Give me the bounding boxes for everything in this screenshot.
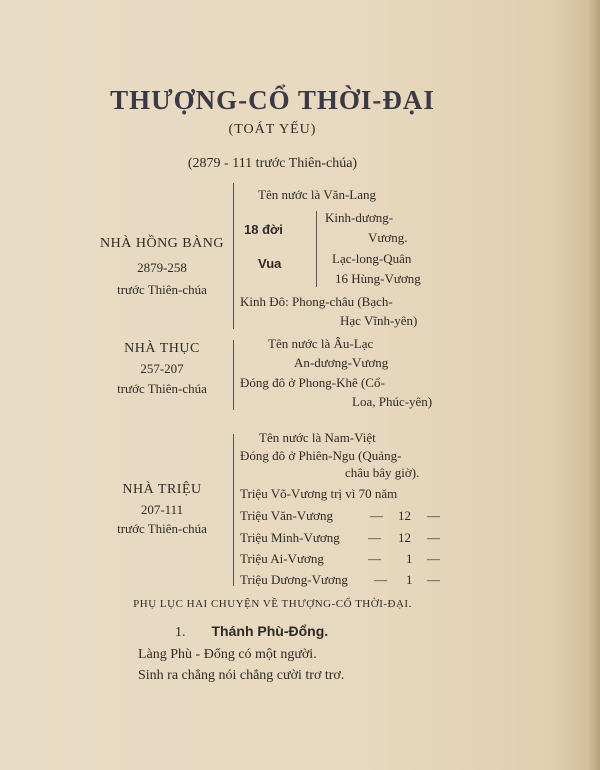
- trieu-capital-line1: Đóng đô ở Phiên-Ngu (Quảng-: [240, 448, 402, 463]
- trieu-ruler-suffix: —: [427, 551, 440, 566]
- poem-line-1: Làng Phù - Đổng có một người.: [138, 647, 317, 662]
- trieu-reign-1: Triệu Võ-Vương trị vì 70 năm: [240, 486, 398, 501]
- hong-bang-country: Tên nước là Văn-Lang: [258, 187, 376, 202]
- thuc-capital-line1: Đóng đô ở Phong-Khê (Cổ-: [240, 375, 385, 390]
- trieu-ruler-name: Triệu Minh-Vương: [240, 530, 340, 545]
- hong-bang-king1-line2: Vương.: [368, 230, 408, 245]
- bracket-line: [233, 434, 234, 586]
- hong-bang-capital-line2: Hạc Vĩnh-yên): [340, 313, 418, 328]
- dynasty-thuc-years: 257-207: [140, 361, 184, 376]
- hong-bang-king2: Lạc-long-Quân: [332, 251, 412, 266]
- hong-bang-king-label: Vua: [258, 256, 282, 271]
- poem-line-2: Sinh ra chẳng nói chẳng cười trơ trơ.: [138, 668, 345, 683]
- page-edge: [586, 0, 600, 770]
- dynasty-hong-bang-note: trước Thiên-chúa: [117, 282, 207, 297]
- story-heading: [175, 623, 328, 641]
- story-number: 1.: [175, 625, 186, 640]
- hong-bang-capital-line1: Kinh Đô: Phong-châu (Bạch-: [240, 294, 393, 309]
- period-range: (2879 - 111 trước Thiên-chúa): [187, 156, 358, 171]
- trieu-capital-line2: châu bây giờ).: [345, 465, 420, 480]
- dynasty-trieu-note: trước Thiên-chúa: [117, 521, 207, 536]
- trieu-ruler-suffix: —: [427, 530, 440, 545]
- trieu-ruler-suffix: —: [427, 572, 440, 587]
- trieu-country: Tên nước là Nam-Việt: [259, 430, 376, 445]
- story-title: Thánh Phù-Đổng.: [211, 623, 329, 639]
- trieu-ruler-name: Triệu Văn-Vương: [240, 508, 334, 523]
- bracket-line: [316, 211, 317, 287]
- page-subtitle: (TOÁT YẾU): [228, 122, 317, 137]
- hong-bang-king1-line1: Kinh-dương-: [325, 210, 394, 225]
- trieu-ruler-years: 1: [406, 551, 413, 566]
- thuc-country: Tên nước là Âu-Lạc: [268, 336, 374, 351]
- hong-bang-king3: 16 Hùng-Vương: [335, 271, 421, 286]
- dynasty-hong-bang-years: 2879-258: [137, 260, 187, 275]
- dynasty-trieu-name: NHÀ TRIỆU: [122, 482, 202, 497]
- trieu-ruler-years: 12: [398, 508, 411, 523]
- bracket-line: [233, 183, 234, 329]
- trieu-ruler-dash: —: [368, 551, 381, 566]
- hong-bang-generations: 18 đời: [244, 222, 283, 237]
- trieu-ruler-name: Triệu Dương-Vương: [240, 572, 348, 587]
- trieu-ruler-dash: —: [368, 530, 381, 545]
- appendix-heading: PHỤ LỤC HAI CHUYỆN VỀ THƯỢNG-CỔ THỜI-ĐẠI.: [133, 598, 412, 610]
- dynasty-hong-bang-name: NHÀ HỒNG BÀNG: [100, 236, 224, 251]
- page-title: THƯỢNG-CỔ THỜI-ĐẠI: [110, 85, 435, 115]
- trieu-ruler-dash: —: [370, 508, 383, 523]
- dynasty-trieu-years: 207-111: [140, 502, 184, 517]
- trieu-ruler-years: 1: [406, 572, 413, 587]
- trieu-ruler-dash: —: [374, 572, 387, 587]
- dynasty-thuc-name: NHÀ THỤC: [124, 341, 200, 356]
- bracket-line: [233, 340, 234, 410]
- trieu-ruler-name: Triệu Ai-Vương: [240, 551, 324, 566]
- trieu-ruler-years: 12: [398, 530, 411, 545]
- dynasty-thuc-note: trước Thiên-chúa: [117, 381, 207, 396]
- trieu-ruler-suffix: —: [427, 508, 440, 523]
- thuc-king: An-dương-Vương: [294, 355, 389, 370]
- thuc-capital-line2: Loa, Phúc-yên): [352, 394, 433, 409]
